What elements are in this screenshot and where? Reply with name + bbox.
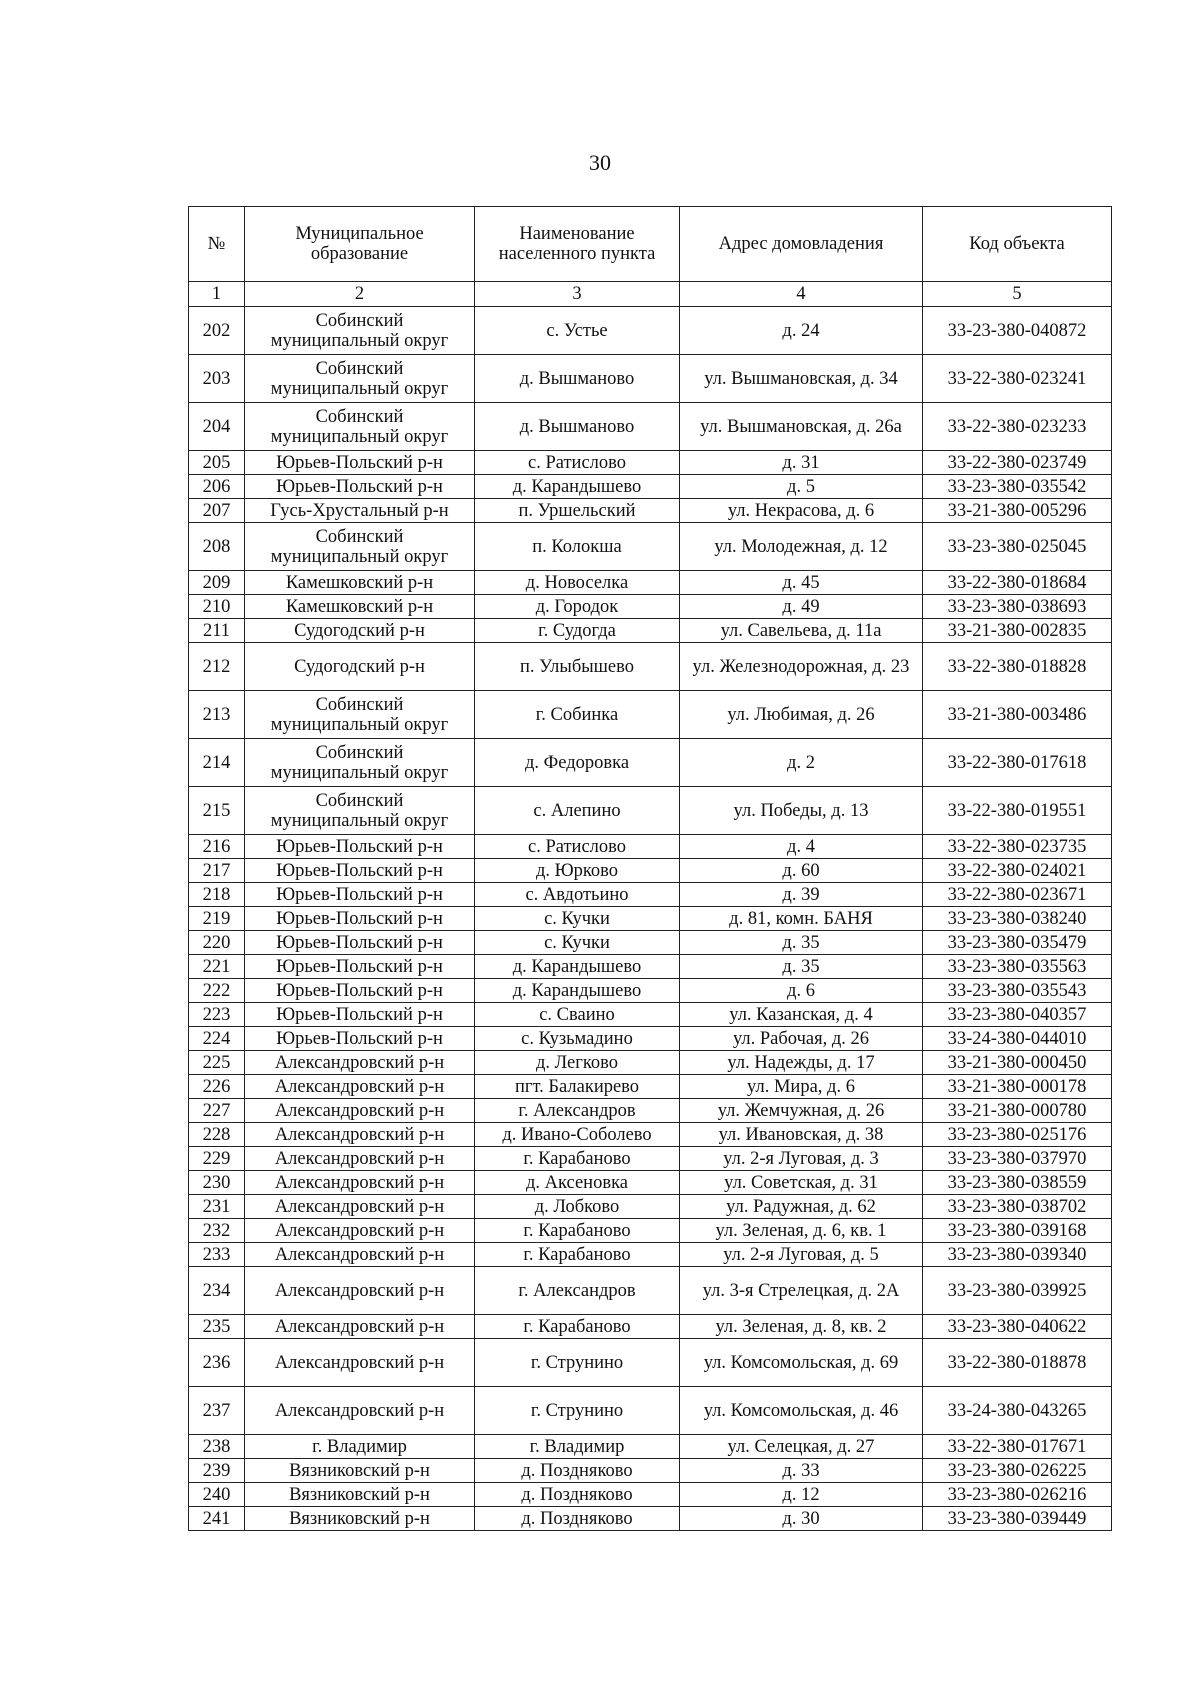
row-number: 208 <box>189 523 245 571</box>
address-cell: д. 35 <box>680 931 923 955</box>
row-number: 213 <box>189 691 245 739</box>
row-number: 218 <box>189 883 245 907</box>
municipality-cell: Гусь-Хрустальный р-н <box>245 499 475 523</box>
locality-cell: г. Струнино <box>475 1387 680 1435</box>
table-row <box>189 1459 1112 1483</box>
column-index: 4 <box>680 282 923 307</box>
row-number: 230 <box>189 1171 245 1195</box>
locality-cell: г. Карабаново <box>475 1243 680 1267</box>
address-cell: ул. 2-я Луговая, д. 3 <box>680 1147 923 1171</box>
locality-cell: д. Вышманово <box>475 355 680 403</box>
column-index: 1 <box>189 282 245 307</box>
municipality-cell: Собинский муниципальный округ <box>245 307 475 355</box>
row-number: 229 <box>189 1147 245 1171</box>
table-row <box>189 619 1112 643</box>
address-cell: д. 39 <box>680 883 923 907</box>
column-index-row <box>189 282 1112 307</box>
municipality-cell: Судогодский р-н <box>245 643 475 691</box>
locality-cell: с. Кучки <box>475 931 680 955</box>
municipality-cell: Юрьев-Польский р-н <box>245 907 475 931</box>
address-cell: д. 12 <box>680 1483 923 1507</box>
table-row <box>189 1171 1112 1195</box>
object-code-cell: 33-23-380-039449 <box>923 1507 1112 1531</box>
address-cell: ул. Казанская, д. 4 <box>680 1003 923 1027</box>
locality-cell: с. Кучки <box>475 907 680 931</box>
row-number: 202 <box>189 307 245 355</box>
locality-cell: д. Новоселка <box>475 571 680 595</box>
table-row <box>189 1123 1112 1147</box>
row-number: 211 <box>189 619 245 643</box>
row-number: 216 <box>189 835 245 859</box>
locality-cell: с. Алепино <box>475 787 680 835</box>
table-row <box>189 1027 1112 1051</box>
table-row <box>189 787 1112 835</box>
row-number: 205 <box>189 451 245 475</box>
municipality-cell: Юрьев-Польский р-н <box>245 955 475 979</box>
locality-cell: д. Легково <box>475 1051 680 1075</box>
address-cell: ул. Мира, д. 6 <box>680 1075 923 1099</box>
table-row <box>189 835 1112 859</box>
table-row <box>189 595 1112 619</box>
row-number: 221 <box>189 955 245 979</box>
row-number: 207 <box>189 499 245 523</box>
address-cell: ул. Рабочая, д. 26 <box>680 1027 923 1051</box>
municipality-cell: Александровский р-н <box>245 1219 475 1243</box>
row-number: 239 <box>189 1459 245 1483</box>
locality-cell: п. Колокша <box>475 523 680 571</box>
table-row <box>189 499 1112 523</box>
address-cell: ул. Советская, д. 31 <box>680 1171 923 1195</box>
address-cell: д. 45 <box>680 571 923 595</box>
object-code-cell: 33-22-380-019551 <box>923 787 1112 835</box>
object-code-cell: 33-22-380-017618 <box>923 739 1112 787</box>
object-code-cell: 33-23-380-038559 <box>923 1171 1112 1195</box>
locality-cell: с. Ратислово <box>475 451 680 475</box>
municipality-cell: Собинский муниципальный округ <box>245 691 475 739</box>
locality-cell: д. Поздняково <box>475 1483 680 1507</box>
locality-cell: с. Устье <box>475 307 680 355</box>
address-cell: ул. Радужная, д. 62 <box>680 1195 923 1219</box>
locality-cell: д. Юрково <box>475 859 680 883</box>
object-code-cell: 33-23-380-040872 <box>923 307 1112 355</box>
row-number: 235 <box>189 1315 245 1339</box>
object-code-cell: 33-23-380-038240 <box>923 907 1112 931</box>
row-number: 237 <box>189 1387 245 1435</box>
address-cell: ул. Вышмановская, д. 26а <box>680 403 923 451</box>
object-code-cell: 33-21-380-002835 <box>923 619 1112 643</box>
municipality-cell: Вязниковский р-н <box>245 1507 475 1531</box>
object-code-cell: 33-22-380-023241 <box>923 355 1112 403</box>
address-cell: ул. Некрасова, д. 6 <box>680 499 923 523</box>
object-code-cell: 33-21-380-000178 <box>923 1075 1112 1099</box>
object-code-cell: 33-23-380-039340 <box>923 1243 1112 1267</box>
municipality-cell: Собинский муниципальный округ <box>245 787 475 835</box>
object-code-cell: 33-23-380-039168 <box>923 1219 1112 1243</box>
locality-cell: г. Карабаново <box>475 1219 680 1243</box>
row-number: 209 <box>189 571 245 595</box>
address-cell: ул. Победы, д. 13 <box>680 787 923 835</box>
row-number: 219 <box>189 907 245 931</box>
object-code-cell: 33-23-380-037970 <box>923 1147 1112 1171</box>
table-row <box>189 931 1112 955</box>
address-cell: ул. Надежды, д. 17 <box>680 1051 923 1075</box>
locality-cell: д. Лобково <box>475 1195 680 1219</box>
objects-table <box>188 206 1112 1531</box>
municipality-cell: Юрьев-Польский р-н <box>245 451 475 475</box>
object-code-cell: 33-23-380-039925 <box>923 1267 1112 1315</box>
municipality-cell: Вязниковский р-н <box>245 1483 475 1507</box>
municipality-cell: Вязниковский р-н <box>245 1459 475 1483</box>
municipality-cell: г. Владимир <box>245 1435 475 1459</box>
object-code-cell: 33-21-380-003486 <box>923 691 1112 739</box>
table-row <box>189 1483 1112 1507</box>
object-code-cell: 33-22-380-018684 <box>923 571 1112 595</box>
locality-cell: г. Судогда <box>475 619 680 643</box>
object-code-cell: 33-23-380-035543 <box>923 979 1112 1003</box>
object-code-cell: 33-23-380-040357 <box>923 1003 1112 1027</box>
table-row <box>189 859 1112 883</box>
table-row <box>189 1219 1112 1243</box>
address-cell: ул. Селецкая, д. 27 <box>680 1435 923 1459</box>
header-address: Адрес домовладения <box>680 207 923 282</box>
object-code-cell: 33-23-380-040622 <box>923 1315 1112 1339</box>
municipality-cell: Собинский муниципальный округ <box>245 355 475 403</box>
row-number: 238 <box>189 1435 245 1459</box>
object-code-cell: 33-24-380-044010 <box>923 1027 1112 1051</box>
locality-cell: п. Уршельский <box>475 499 680 523</box>
object-code-cell: 33-23-380-025045 <box>923 523 1112 571</box>
municipality-cell: Собинский муниципальный округ <box>245 403 475 451</box>
locality-cell: д. Поздняково <box>475 1507 680 1531</box>
table-row <box>189 979 1112 1003</box>
locality-cell: г. Собинка <box>475 691 680 739</box>
table-row <box>189 1099 1112 1123</box>
locality-cell: г. Струнино <box>475 1339 680 1387</box>
municipality-cell: Александровский р-н <box>245 1339 475 1387</box>
locality-cell: д. Федоровка <box>475 739 680 787</box>
object-code-cell: 33-22-380-023749 <box>923 451 1112 475</box>
header-object-code: Код объекта <box>923 207 1112 282</box>
municipality-cell: Александровский р-н <box>245 1387 475 1435</box>
table-row <box>189 643 1112 691</box>
municipality-cell: Александровский р-н <box>245 1099 475 1123</box>
row-number: 228 <box>189 1123 245 1147</box>
table-row <box>189 307 1112 355</box>
address-cell: ул. Любимая, д. 26 <box>680 691 923 739</box>
object-code-cell: 33-21-380-005296 <box>923 499 1112 523</box>
row-number: 212 <box>189 643 245 691</box>
locality-cell: г. Владимир <box>475 1435 680 1459</box>
table-row <box>189 451 1112 475</box>
object-code-cell: 33-23-380-026216 <box>923 1483 1112 1507</box>
municipality-cell: Юрьев-Польский р-н <box>245 1003 475 1027</box>
municipality-cell: Юрьев-Польский р-н <box>245 883 475 907</box>
locality-cell: с. Кузьмадино <box>475 1027 680 1051</box>
address-cell: д. 31 <box>680 451 923 475</box>
locality-cell: г. Александров <box>475 1099 680 1123</box>
row-number: 222 <box>189 979 245 1003</box>
address-cell: д. 4 <box>680 835 923 859</box>
address-cell: д. 33 <box>680 1459 923 1483</box>
object-code-cell: 33-23-380-038693 <box>923 595 1112 619</box>
table-row <box>189 1147 1112 1171</box>
locality-cell: с. Сваино <box>475 1003 680 1027</box>
table-row <box>189 1315 1112 1339</box>
municipality-cell: Камешковский р-н <box>245 595 475 619</box>
table-row <box>189 1051 1112 1075</box>
address-cell: д. 60 <box>680 859 923 883</box>
municipality-cell: Юрьев-Польский р-н <box>245 475 475 499</box>
municipality-cell: Судогодский р-н <box>245 619 475 643</box>
municipality-cell: Юрьев-Польский р-н <box>245 979 475 1003</box>
municipality-cell: Александровский р-н <box>245 1243 475 1267</box>
object-code-cell: 33-23-380-038702 <box>923 1195 1112 1219</box>
municipality-cell: Юрьев-Польский р-н <box>245 931 475 955</box>
municipality-cell: Собинский муниципальный округ <box>245 523 475 571</box>
locality-cell: д. Городок <box>475 595 680 619</box>
row-number: 223 <box>189 1003 245 1027</box>
object-code-cell: 33-23-380-035563 <box>923 955 1112 979</box>
row-number: 210 <box>189 595 245 619</box>
locality-cell: с. Авдотьино <box>475 883 680 907</box>
address-cell: ул. Зеленая, д. 6, кв. 1 <box>680 1219 923 1243</box>
table-row <box>189 1507 1112 1531</box>
table-row <box>189 1243 1112 1267</box>
address-cell: ул. 3-я Стрелецкая, д. 2А <box>680 1267 923 1315</box>
header-locality: Наименование населенного пункта <box>475 207 680 282</box>
object-code-cell: 33-22-380-018878 <box>923 1339 1112 1387</box>
row-number: 233 <box>189 1243 245 1267</box>
row-number: 232 <box>189 1219 245 1243</box>
locality-cell: г. Александров <box>475 1267 680 1315</box>
table-header-row <box>189 207 1112 282</box>
object-code-cell: 33-23-380-035542 <box>923 475 1112 499</box>
row-number: 225 <box>189 1051 245 1075</box>
row-number: 204 <box>189 403 245 451</box>
object-code-cell: 33-23-380-025176 <box>923 1123 1112 1147</box>
table-row <box>189 907 1112 931</box>
object-code-cell: 33-23-380-035479 <box>923 931 1112 955</box>
table-row <box>189 523 1112 571</box>
address-cell: ул. Комсомольская, д. 69 <box>680 1339 923 1387</box>
table-row <box>189 571 1112 595</box>
locality-cell: д. Поздняково <box>475 1459 680 1483</box>
address-cell: д. 49 <box>680 595 923 619</box>
table-row <box>189 1003 1112 1027</box>
municipality-cell: Собинский муниципальный округ <box>245 739 475 787</box>
object-code-cell: 33-22-380-023233 <box>923 403 1112 451</box>
municipality-cell: Александровский р-н <box>245 1051 475 1075</box>
address-cell: д. 35 <box>680 955 923 979</box>
row-number: 240 <box>189 1483 245 1507</box>
address-cell: ул. Комсомольская, д. 46 <box>680 1387 923 1435</box>
municipality-cell: Александровский р-н <box>245 1147 475 1171</box>
object-code-cell: 33-21-380-000450 <box>923 1051 1112 1075</box>
address-cell: ул. Железнодорожная, д. 23 <box>680 643 923 691</box>
header-number: № <box>189 207 245 282</box>
object-code-cell: 33-22-380-023735 <box>923 835 1112 859</box>
address-cell: ул. Молодежная, д. 12 <box>680 523 923 571</box>
row-number: 214 <box>189 739 245 787</box>
table-row <box>189 1267 1112 1315</box>
address-cell: д. 6 <box>680 979 923 1003</box>
row-number: 206 <box>189 475 245 499</box>
address-cell: д. 30 <box>680 1507 923 1531</box>
table-row <box>189 1339 1112 1387</box>
municipality-cell: Александровский р-н <box>245 1267 475 1315</box>
locality-cell: д. Карандышево <box>475 979 680 1003</box>
row-number: 215 <box>189 787 245 835</box>
page-number: 30 <box>589 150 611 175</box>
object-code-cell: 33-23-380-026225 <box>923 1459 1112 1483</box>
table-row <box>189 691 1112 739</box>
table-row <box>189 883 1112 907</box>
address-cell: ул. Вышмановская, д. 34 <box>680 355 923 403</box>
row-number: 217 <box>189 859 245 883</box>
column-index: 2 <box>245 282 475 307</box>
table-row <box>189 739 1112 787</box>
municipality-cell: Александровский р-н <box>245 1315 475 1339</box>
column-index: 5 <box>923 282 1112 307</box>
locality-cell: д. Карандышево <box>475 955 680 979</box>
row-number: 231 <box>189 1195 245 1219</box>
table-row <box>189 403 1112 451</box>
address-cell: ул. Савельева, д. 11а <box>680 619 923 643</box>
row-number: 236 <box>189 1339 245 1387</box>
municipality-cell: Юрьев-Польский р-н <box>245 1027 475 1051</box>
row-number: 241 <box>189 1507 245 1531</box>
row-number: 227 <box>189 1099 245 1123</box>
municipality-cell: Камешковский р-н <box>245 571 475 595</box>
table-body <box>189 307 1112 1531</box>
locality-cell: с. Ратислово <box>475 835 680 859</box>
row-number: 226 <box>189 1075 245 1099</box>
municipality-cell: Александровский р-н <box>245 1195 475 1219</box>
municipality-cell: Александровский р-н <box>245 1123 475 1147</box>
column-index: 3 <box>475 282 680 307</box>
object-code-cell: 33-22-380-018828 <box>923 643 1112 691</box>
table-row <box>189 1075 1112 1099</box>
header-municipality: Муниципальное образование <box>245 207 475 282</box>
address-cell: д. 2 <box>680 739 923 787</box>
municipality-cell: Александровский р-н <box>245 1171 475 1195</box>
row-number: 224 <box>189 1027 245 1051</box>
locality-cell: д. Аксеновка <box>475 1171 680 1195</box>
locality-cell: г. Карабаново <box>475 1315 680 1339</box>
address-cell: д. 5 <box>680 475 923 499</box>
locality-cell: г. Карабаново <box>475 1147 680 1171</box>
locality-cell: пгт. Балакирево <box>475 1075 680 1099</box>
locality-cell: д. Вышманово <box>475 403 680 451</box>
table-row <box>189 1387 1112 1435</box>
table-row <box>189 955 1112 979</box>
table-row <box>189 1195 1112 1219</box>
locality-cell: д. Ивано-Соболево <box>475 1123 680 1147</box>
municipality-cell: Александровский р-н <box>245 1075 475 1099</box>
address-cell: ул. 2-я Луговая, д. 5 <box>680 1243 923 1267</box>
table-row <box>189 1435 1112 1459</box>
address-cell: ул. Жемчужная, д. 26 <box>680 1099 923 1123</box>
row-number: 234 <box>189 1267 245 1315</box>
object-code-cell: 33-24-380-043265 <box>923 1387 1112 1435</box>
address-cell: д. 24 <box>680 307 923 355</box>
locality-cell: п. Улыбышево <box>475 643 680 691</box>
row-number: 220 <box>189 931 245 955</box>
object-code-cell: 33-22-380-024021 <box>923 859 1112 883</box>
object-code-cell: 33-22-380-023671 <box>923 883 1112 907</box>
municipality-cell: Юрьев-Польский р-н <box>245 859 475 883</box>
object-code-cell: 33-21-380-000780 <box>923 1099 1112 1123</box>
municipality-cell: Юрьев-Польский р-н <box>245 835 475 859</box>
address-cell: д. 81, комн. БАНЯ <box>680 907 923 931</box>
locality-cell: д. Карандышево <box>475 475 680 499</box>
row-number: 203 <box>189 355 245 403</box>
address-cell: ул. Ивановская, д. 38 <box>680 1123 923 1147</box>
table-row <box>189 475 1112 499</box>
address-cell: ул. Зеленая, д. 8, кв. 2 <box>680 1315 923 1339</box>
table-row <box>189 355 1112 403</box>
object-code-cell: 33-22-380-017671 <box>923 1435 1112 1459</box>
